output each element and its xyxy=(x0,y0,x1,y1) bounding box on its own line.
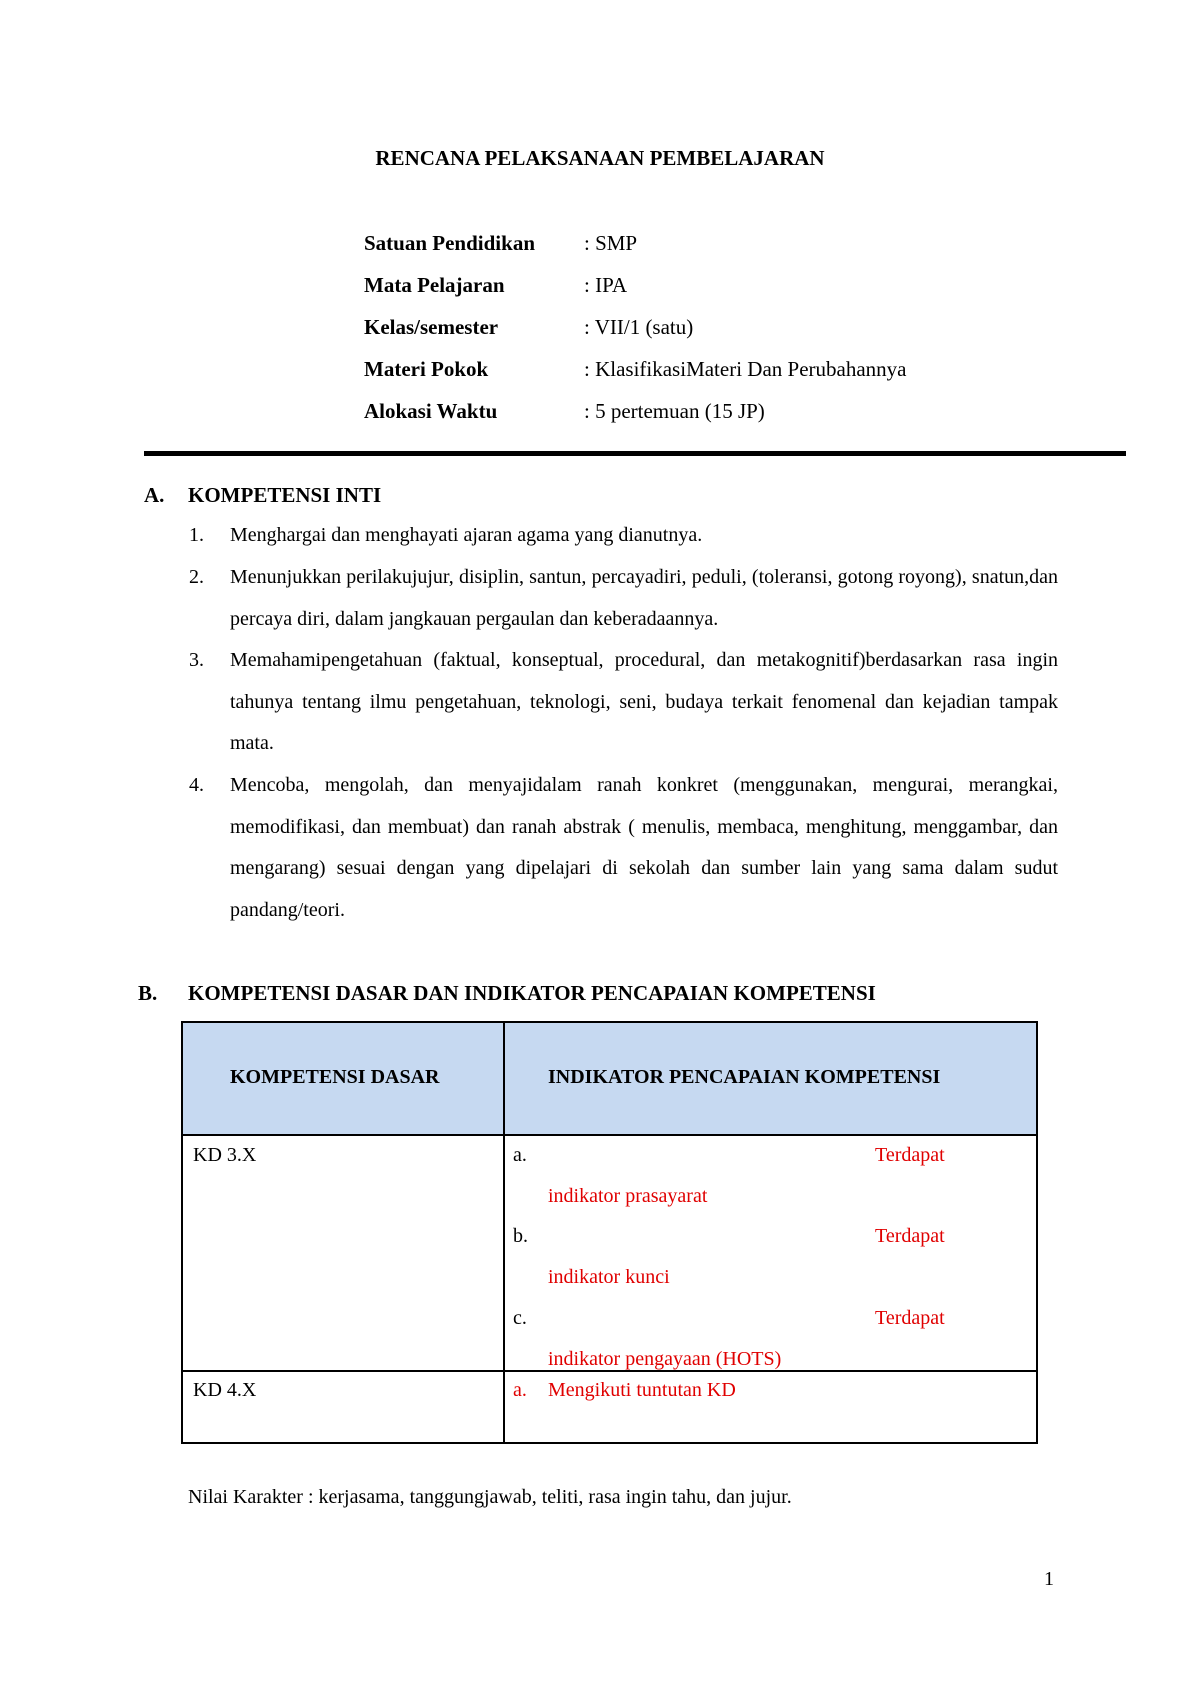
nilai-karakter: Nilai Karakter : kerjasama, tanggungjawab, teliti, rasa ingin tahu, dan jujur. xyxy=(188,1486,792,1508)
kd-3x-label: KD 3.X xyxy=(193,1144,257,1166)
table-row-divider xyxy=(183,1134,1036,1136)
section-a-letter: A. xyxy=(144,483,165,507)
ki-item-4-number: 4. xyxy=(189,774,204,796)
indicator-letter: a. xyxy=(513,1379,527,1401)
indicator-word: Terdapat xyxy=(875,1144,945,1166)
table-column-divider xyxy=(503,1023,505,1442)
table-header-kd: KOMPETENSI DASAR xyxy=(230,1066,440,1088)
info-value-kelas: : VII/1 (satu) xyxy=(584,315,694,339)
info-label-satuan: Satuan Pendidikan xyxy=(364,231,535,255)
page-title: RENCANA PELAKSANAAN PEMBELAJARAN xyxy=(375,146,825,170)
ki-item-1-text: Menghargai dan menghayati ajaran agama yang dianutnya. xyxy=(230,524,703,546)
ki-item-4-text: Mencoba, mengolah, dan menyajidalam ranah konkret (menggunakan, mengurai, merangkai, memodifikasi, dan membuat) dan ranah abstrak ( menulis, membaca, menghitung, menggambar, dan mengarang) sesuai dengan yang dipelajari di sekolah dan sumber lain yang sama dalam sudut pandang/teori. xyxy=(230,774,1058,921)
kd-indicator-table xyxy=(181,1021,1038,1444)
indicator-text: indikator prasayarat xyxy=(548,1185,708,1207)
section-a-heading: KOMPETENSI INTI xyxy=(188,483,382,507)
info-label-alokasi: Alokasi Waktu xyxy=(364,399,498,423)
table-header-ipk-cell xyxy=(505,1023,1036,1134)
indicator-text: indikator kunci xyxy=(548,1266,670,1288)
indicator-word: Terdapat xyxy=(875,1225,945,1247)
ki-item-3-number: 3. xyxy=(189,649,204,671)
indicator-letter: c. xyxy=(513,1307,527,1329)
info-value-materi: : KlasifikasiMateri Dan Perubahannya xyxy=(584,357,907,381)
indicator-text: indikator pengayaan (HOTS) xyxy=(548,1348,782,1370)
ki-item-2-text: Menunjukkan perilakujujur, disiplin, santun, percayadiri, peduli, (toleransi, gotong royong), snatun,dan percaya diri, dalam jangkauan pergaulan dan keberadaannya. xyxy=(230,566,1058,630)
info-value-mapel: : IPA xyxy=(584,273,627,297)
info-value-satuan: : SMP xyxy=(584,231,638,255)
table-header-ipk: INDIKATOR PENCAPAIAN KOMPETENSI xyxy=(548,1066,941,1088)
section-b-heading: KOMPETENSI DASAR DAN INDIKATOR PENCAPAIAN KOMPETENSI xyxy=(188,981,876,1005)
table-header-kd-cell xyxy=(183,1023,503,1134)
info-label-mapel: Mata Pelajaran xyxy=(364,273,505,297)
ki-item-2-number: 2. xyxy=(189,566,204,588)
info-value-alokasi: : 5 pertemuan (15 JP) xyxy=(584,399,765,423)
indicator-text: Mengikuti tuntutan KD xyxy=(548,1379,736,1401)
ki-item-1-number: 1. xyxy=(189,524,204,546)
kd-4x-label: KD 4.X xyxy=(193,1379,257,1401)
indicator-word: Terdapat xyxy=(875,1307,945,1329)
page-number: 1 xyxy=(1044,1568,1054,1590)
indicator-letter: b. xyxy=(513,1225,528,1247)
section-b-letter: B. xyxy=(138,981,158,1005)
divider-rule xyxy=(144,451,1126,456)
indicator-letter: a. xyxy=(513,1144,527,1166)
info-label-materi: Materi Pokok xyxy=(364,357,489,381)
ki-item-3-text: Memahamipengetahuan (faktual, konseptual, procedural, dan metakognitif)berdasarkan rasa ingin tahunya tentang ilmu pengetahuan, teknologi, seni, budaya terkait fenomenal dan kejadian tampak mata. xyxy=(230,649,1058,754)
info-label-kelas: Kelas/semester xyxy=(364,315,499,339)
